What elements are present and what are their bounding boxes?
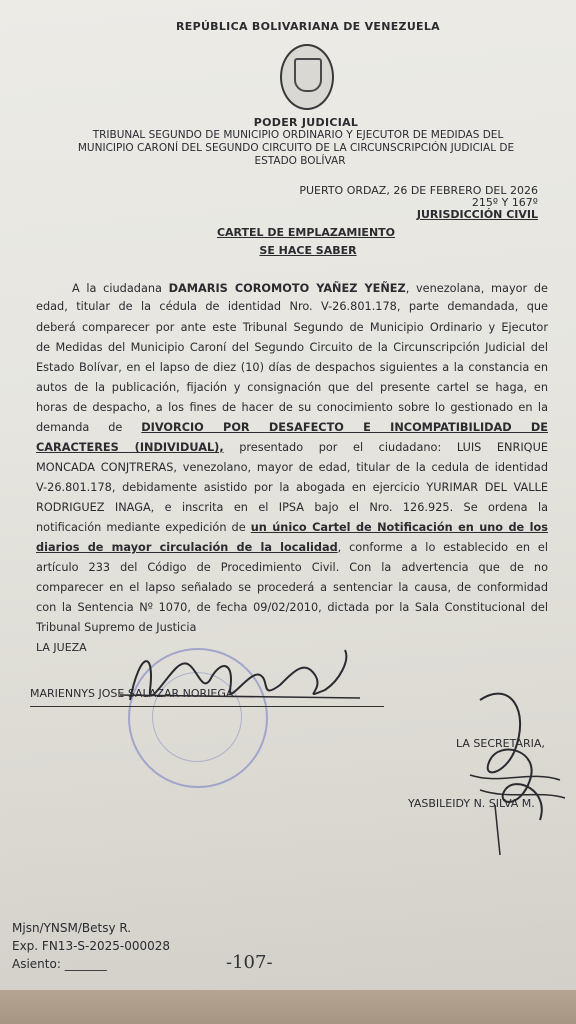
judge-name: MARIENNYS JOSE SALAZAR NORIEGA — [30, 687, 234, 700]
body-line-16: comparecer en el lapso señalado se procederá a sentenciar la causa, de conformidad — [36, 581, 548, 594]
body-line-10: MONCADA CONJTRERAS, venezolano, mayor de edad, titular de la cedula de identidad — [36, 461, 548, 474]
body-line-2: edad, titular de la cédula de identidad Nro. V-26.801.178, parte demandada, que — [36, 300, 548, 313]
body-line-12: RODRIGUEZ INAGA, e inscrita en el IPSA bajo el Nro. 126.925. Se ordena la — [36, 501, 548, 514]
body-line-11: V-26.801.178, debidamente asistido por la abogada en ejercicio YURIMAR DEL VALLE — [36, 481, 548, 494]
handwritten-page-number: -107- — [226, 952, 273, 973]
body-line-15: artículo 233 del Código de Procedimiento Civil. Con la advertencia que de no — [36, 561, 548, 574]
body-line-17: con la Sentencia Nº 1070, de fecha 09/02/2010, dictada por la Sala Constitucional del — [36, 601, 548, 614]
body-line-3: deberá comparecer por ante este Tribunal Segundo de Municipio Ordinario y Ejecutor — [36, 321, 548, 334]
shield-icon — [294, 58, 322, 92]
body-line-14: diarios de mayor circulación de la localidad, conforme a lo establecido en el — [36, 541, 548, 554]
asiento-line: Asiento: _______ — [12, 957, 107, 971]
years-line: 215º Y 167º — [471, 196, 538, 209]
court-name-line-1: TRIBUNAL SEGUNDO DE MUNICIPIO ORDINARIO Y EJECUTOR DE MEDIDAS DEL — [92, 129, 504, 141]
body-line-8: demanda de DIVORCIO POR DESAFECTO E INCOMPATIBILIDAD DE — [36, 421, 548, 434]
body-line-6: autos de la publicación, fijación y consignación que del presente cartel se haga, en — [36, 381, 548, 394]
court-name-line-2: MUNICIPIO CARONÍ DEL SEGUNDO CIRCUITO DE LA CIRCUNSCRIPCIÓN JUDICIAL DE — [77, 142, 515, 154]
document-subtitle: SE HACE SABER — [259, 244, 357, 257]
secretary-title: LA SECRETARIA, — [456, 737, 545, 750]
coat-of-arms-seal — [280, 44, 334, 110]
judge-signature — [110, 640, 370, 720]
body-line-18: Tribunal Supremo de Justicia — [36, 621, 197, 634]
body-line-7: horas de despacho, a los fines de hacer de su conocimiento sobre lo gestionado en la — [36, 401, 548, 414]
body-line-1: A la ciudadana DAMARIS COROMOTO YAÑEZ YEÑEZ, venezolana, mayor de — [72, 282, 548, 295]
poder-judicial-heading: PODER JUDICIAL — [253, 116, 359, 129]
secretary-name: YASBILEIDY N. SILVA M. — [408, 797, 535, 810]
body-line-13: notificación mediante expedición de un único Cartel de Notificación en uno de los — [36, 521, 548, 534]
case-number: Exp. FN13-S-2025-000028 — [12, 939, 171, 953]
defendant-name: DAMARIS COROMOTO YAÑEZ YEÑEZ — [168, 282, 406, 295]
case-type: DIVORCIO POR DESAFECTO E INCOMPATIBILIDAD DE — [141, 421, 548, 434]
initials-line: Mjsn/YNSM/Betsy R. — [12, 921, 132, 935]
judge-title: LA JUEZA — [36, 641, 87, 654]
body-line-9: CARACTERES (INDIVIDUAL), presentado por el ciudadano: LUIS ENRIQUE — [36, 441, 548, 454]
secretary-signature — [420, 680, 570, 860]
body-line-5: Estado Bolívar, en el lapso de diez (10) días de despachos siguientes a la constancia en — [36, 361, 548, 374]
document-title: CARTEL DE EMPLAZAMIENTO — [216, 226, 396, 239]
republic-heading: REPÚBLICA BOLIVARIANA DE VENEZUELA — [176, 20, 440, 33]
table-surface — [0, 985, 576, 1024]
notification-method: un único Cartel de Notificación en uno de los — [250, 521, 548, 534]
court-name-line-3: ESTADO BOLÍVAR — [254, 155, 346, 167]
judge-signature-line — [30, 706, 384, 707]
place-date: PUERTO ORDAZ, 26 DE FEBRERO DEL 2026 — [299, 184, 538, 197]
jurisdiction-label: JURISDICCIÓN CIVIL — [416, 208, 538, 221]
body-line-4: de Medidas del Municipio Caroní del Segundo Circuito de la Circunscripción Judicial del — [36, 341, 548, 354]
